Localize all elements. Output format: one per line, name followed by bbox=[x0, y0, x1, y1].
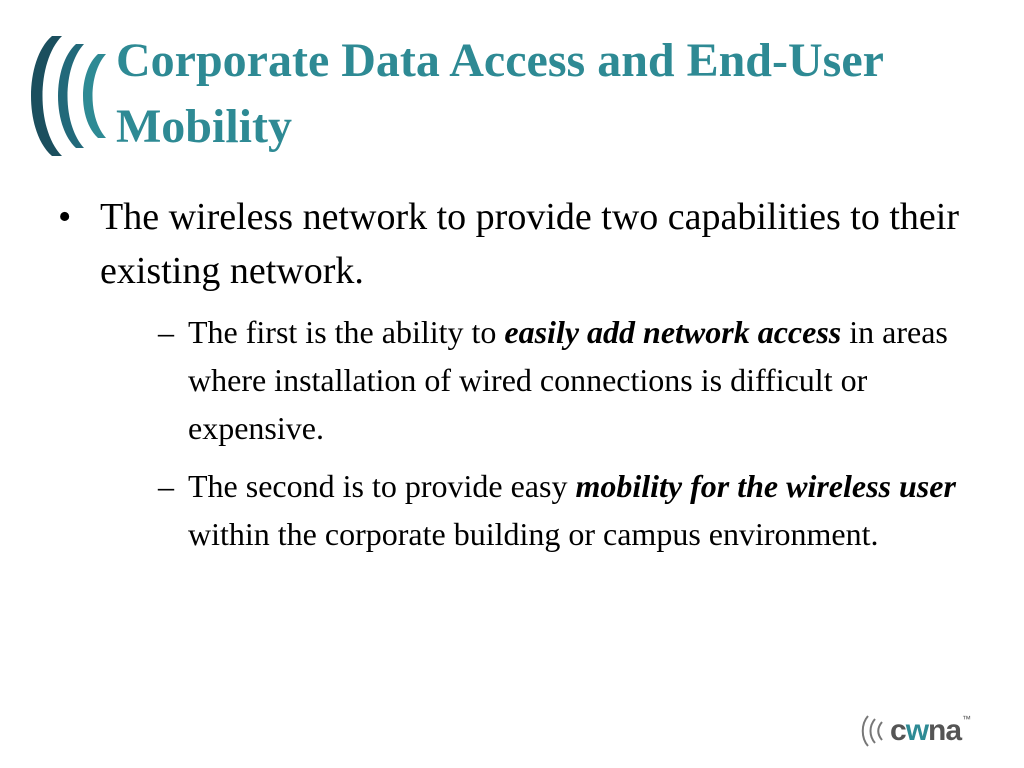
slide-title: Corporate Data Access and End-User Mobility bbox=[116, 34, 884, 153]
dash-symbol: – bbox=[158, 314, 174, 350]
trademark-symbol: ™ bbox=[962, 714, 972, 724]
bullet-symbol: • bbox=[58, 196, 72, 238]
cwna-logo bbox=[860, 708, 988, 754]
sub-bullet-item bbox=[100, 462, 1008, 558]
wireless-waves-icon bbox=[860, 713, 890, 749]
sub-bullet-text: in areas where installation of wired connections is difficult or expensive. bbox=[188, 314, 948, 446]
sub-bullet-list bbox=[100, 308, 1008, 558]
bullet-list bbox=[58, 190, 1008, 568]
bullet-item bbox=[58, 190, 1008, 558]
sub-bullet-text: The second is to provide easy bbox=[188, 468, 576, 504]
sub-bullet-text: within the corporate building or campus environment. bbox=[188, 516, 879, 552]
sub-bullet-item bbox=[100, 308, 1008, 452]
wireless-waves-icon bbox=[18, 32, 116, 160]
cwna-logo-text: cwna bbox=[890, 714, 962, 747]
sub-bullet-emphasis: easily add network access bbox=[504, 314, 842, 350]
dash-symbol: – bbox=[158, 468, 174, 504]
bullet-text: The wireless network to provide two capabilities to their existing network. bbox=[100, 196, 959, 292]
sub-bullet-text: The first is the ability to bbox=[188, 314, 505, 350]
sub-bullet-emphasis: mobility for the wireless user bbox=[575, 468, 956, 504]
